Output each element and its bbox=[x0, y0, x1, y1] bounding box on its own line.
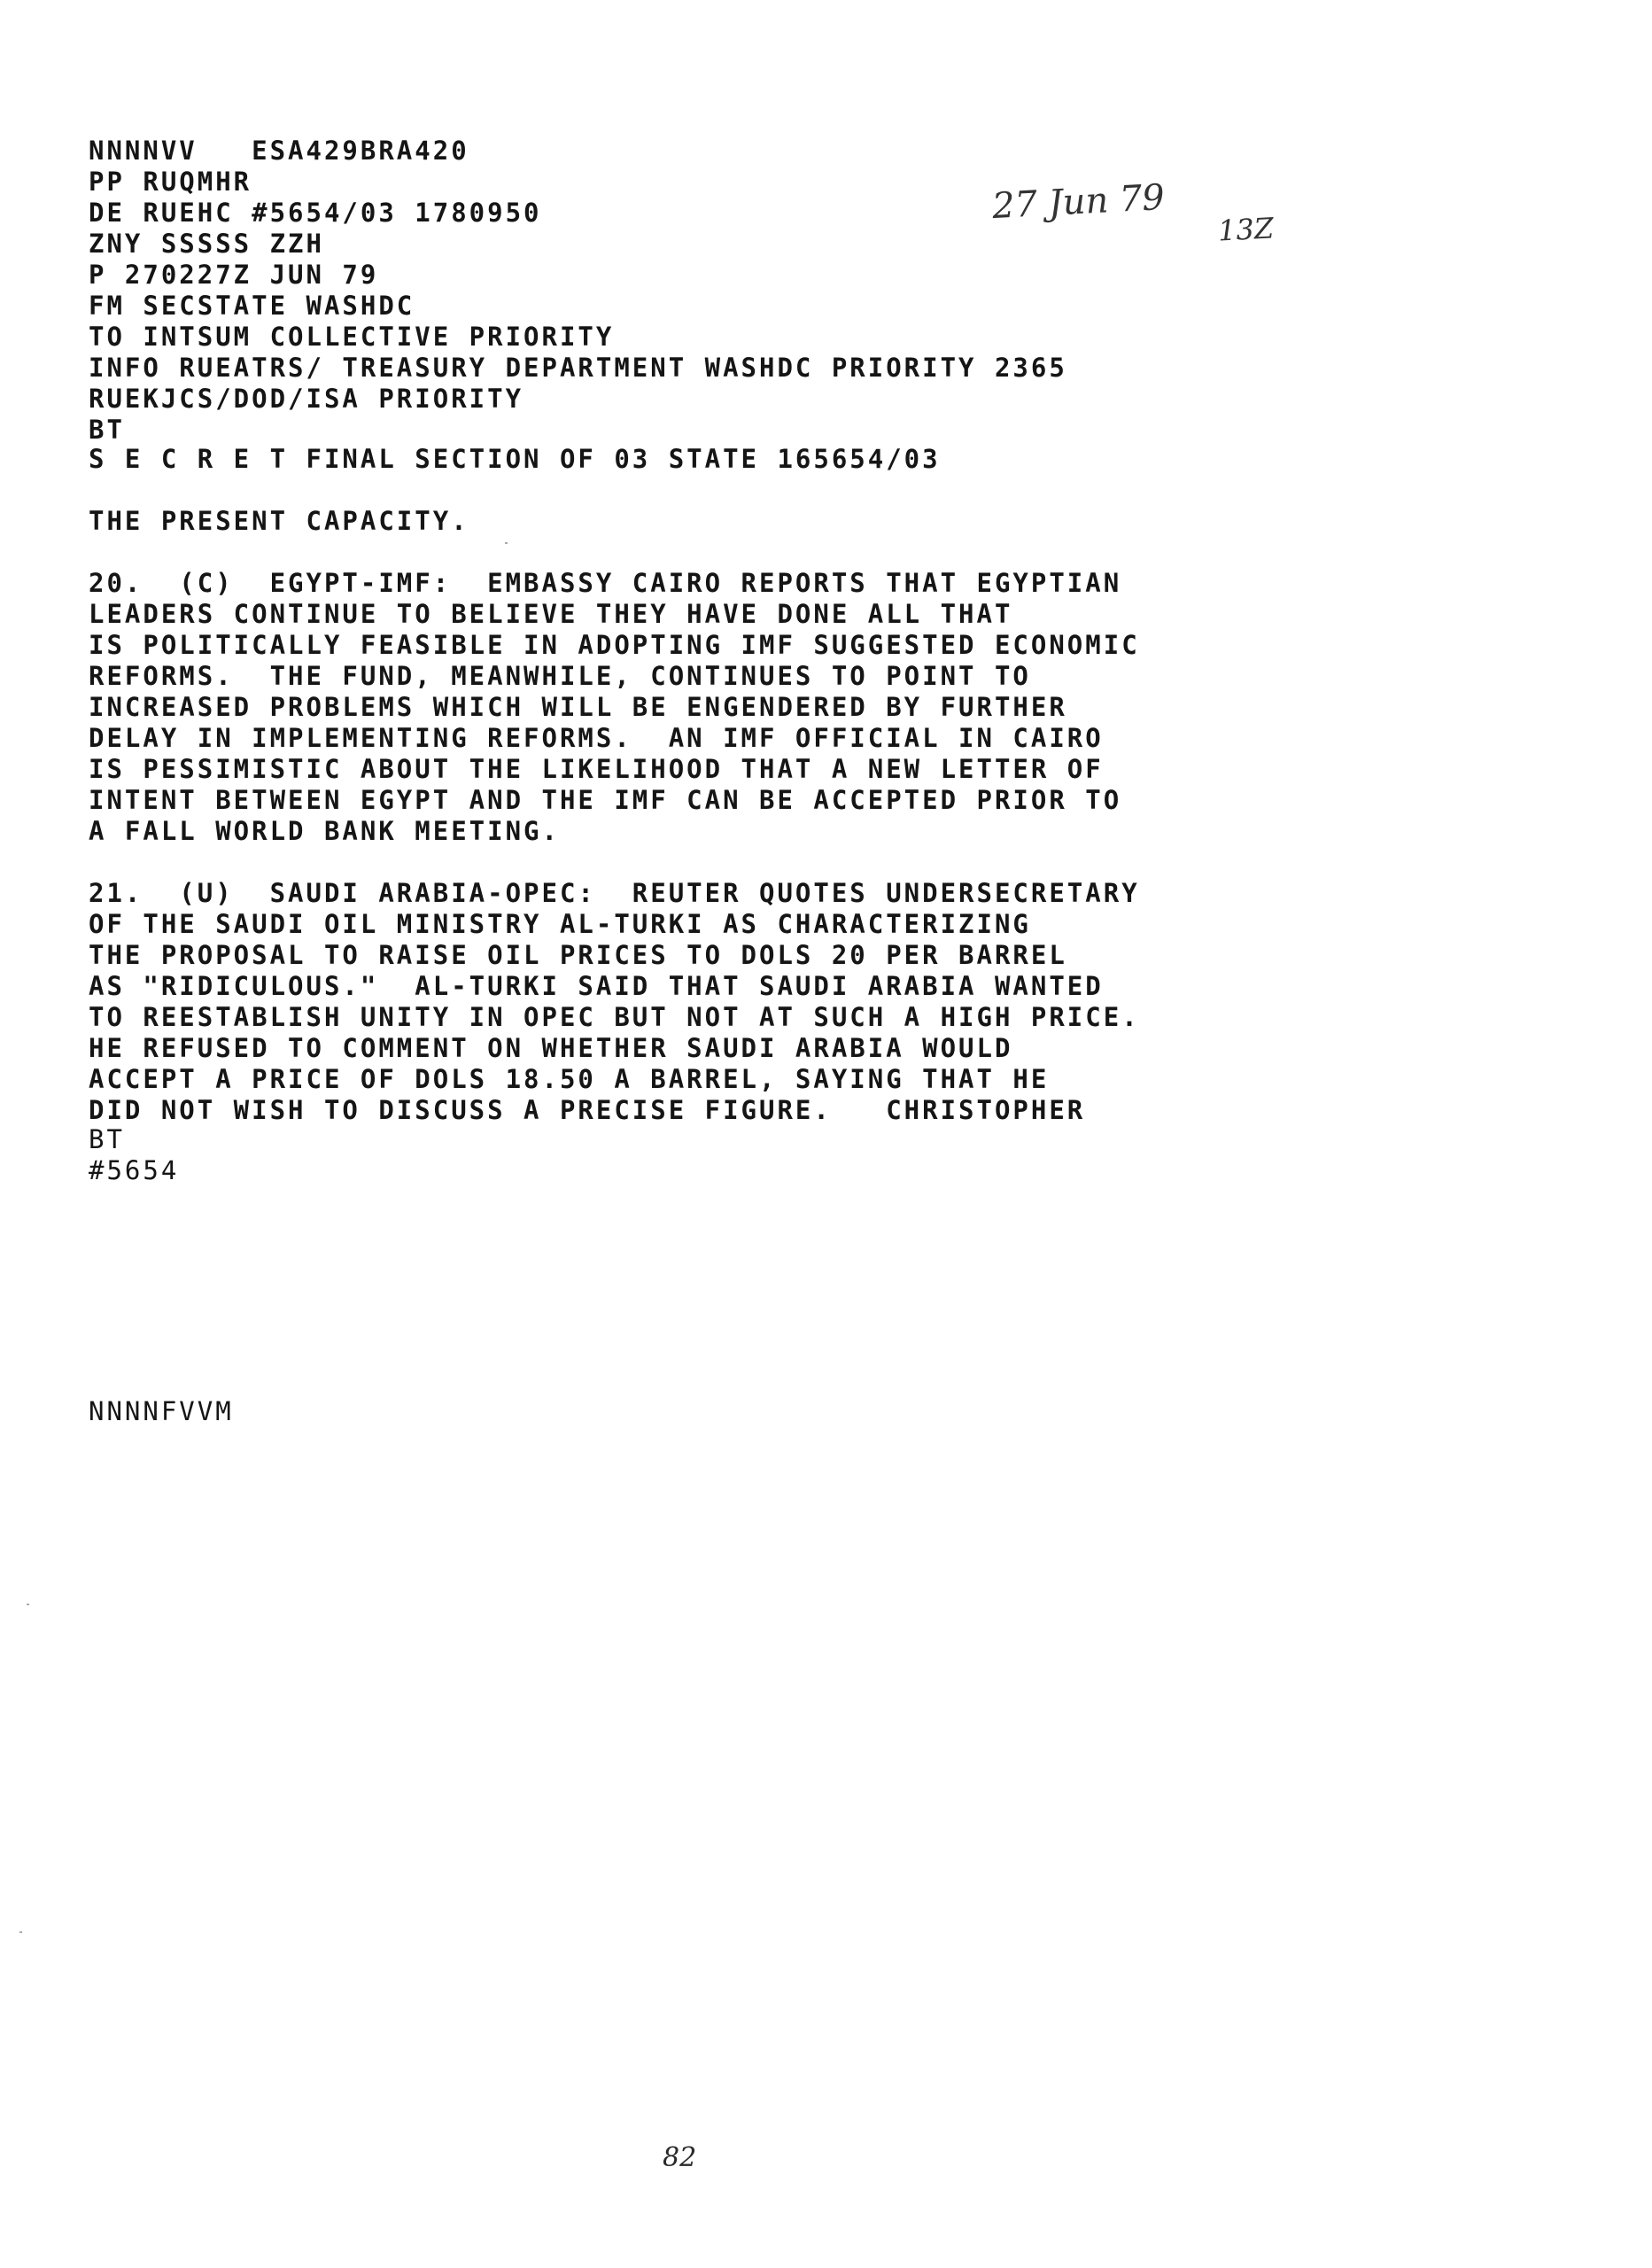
header-line-10: BT bbox=[89, 415, 125, 445]
classification-line: S E C R E T FINAL SECTION OF 03 STATE 165654/03 bbox=[89, 444, 941, 474]
para21-line-1: 21. (U) SAUDI ARABIA-OPEC: REUTER QUOTES UNDERSECRETARY bbox=[89, 878, 1140, 908]
para21-line-7: ACCEPT A PRICE OF DOLS 18.50 A BARREL, SAYING THAT HE bbox=[89, 1064, 1050, 1094]
para21-line-4: AS "RIDICULOUS." AL-TURKI SAID THAT SAUDI ARABIA WANTED bbox=[89, 971, 1104, 1001]
page-number: 82 bbox=[663, 2142, 697, 2173]
para21-line-2: OF THE SAUDI OIL MINISTRY AL-TURKI AS CHARACTERIZING bbox=[89, 909, 1031, 939]
header-line-6: FM SECSTATE WASHDC bbox=[89, 291, 415, 321]
header-line-9: RUEKJCS/DOD/ISA PRIORITY bbox=[89, 384, 524, 414]
handwritten-time: 13Z bbox=[1217, 211, 1275, 248]
para20-line-5: INCREASED PROBLEMS WHICH WILL BE ENGENDERED BY FURTHER bbox=[89, 692, 1067, 722]
header-line-4: ZNY SSSSS ZZH bbox=[89, 229, 324, 259]
para20-line-9: A FALL WORLD BANK MEETING. bbox=[89, 816, 560, 846]
header-line-5: P 270227Z JUN 79 bbox=[89, 260, 379, 290]
trailer-bt: BT bbox=[89, 1124, 125, 1154]
para20-line-8: INTENT BETWEEN EGYPT AND THE IMF CAN BE ACCEPTED PRIOR TO bbox=[89, 785, 1122, 815]
para20-line-4: REFORMS. THE FUND, MEANWHILE, CONTINUES TO POINT TO bbox=[89, 661, 1031, 691]
header-line-8: INFO RUEATRS/ TREASURY DEPARTMENT WASHDC PRIORITY 2365 bbox=[89, 353, 1067, 383]
header-line-7: TO INTSUM COLLECTIVE PRIORITY bbox=[89, 322, 615, 352]
message-number: #5654 bbox=[89, 1155, 180, 1185]
end-of-message-marker: NNNNFVVM bbox=[89, 1396, 234, 1426]
header-line-1: NNNNVV ESA429BRA420 bbox=[89, 136, 469, 166]
handwritten-date: 27 Jun 79 bbox=[990, 176, 1166, 228]
para20-line-2: LEADERS CONTINUE TO BELIEVE THEY HAVE DONE ALL THAT bbox=[89, 599, 1013, 629]
scan-speck bbox=[27, 1604, 29, 1605]
opening-line: THE PRESENT CAPACITY. bbox=[89, 506, 469, 536]
header-line-2: PP RUQMHR bbox=[89, 167, 252, 197]
para20-line-6: DELAY IN IMPLEMENTING REFORMS. AN IMF OFFICIAL IN CAIRO bbox=[89, 723, 1104, 753]
para20-line-1: 20. (C) EGYPT-IMF: EMBASSY CAIRO REPORTS THAT EGYPTIAN bbox=[89, 568, 1122, 598]
para21-line-6: HE REFUSED TO COMMENT ON WHETHER SAUDI ARABIA WOULD bbox=[89, 1033, 1013, 1063]
header-line-3: DE RUEHC #5654/03 1780950 bbox=[89, 198, 542, 228]
para21-line-5: TO REESTABLISH UNITY IN OPEC BUT NOT AT SUCH A HIGH PRICE. bbox=[89, 1002, 1140, 1032]
para20-line-3: IS POLITICALLY FEASIBLE IN ADOPTING IMF SUGGESTED ECONOMIC bbox=[89, 630, 1140, 660]
scan-speck bbox=[505, 542, 508, 544]
para21-line-8: DID NOT WISH TO DISCUSS A PRECISE FIGURE. CHRISTOPHER bbox=[89, 1095, 1086, 1125]
para21-line-3: THE PROPOSAL TO RAISE OIL PRICES TO DOLS 20 PER BARREL bbox=[89, 940, 1067, 970]
scan-speck bbox=[19, 1931, 22, 1933]
para20-line-7: IS PESSIMISTIC ABOUT THE LIKELIHOOD THAT A NEW LETTER OF bbox=[89, 754, 1104, 784]
